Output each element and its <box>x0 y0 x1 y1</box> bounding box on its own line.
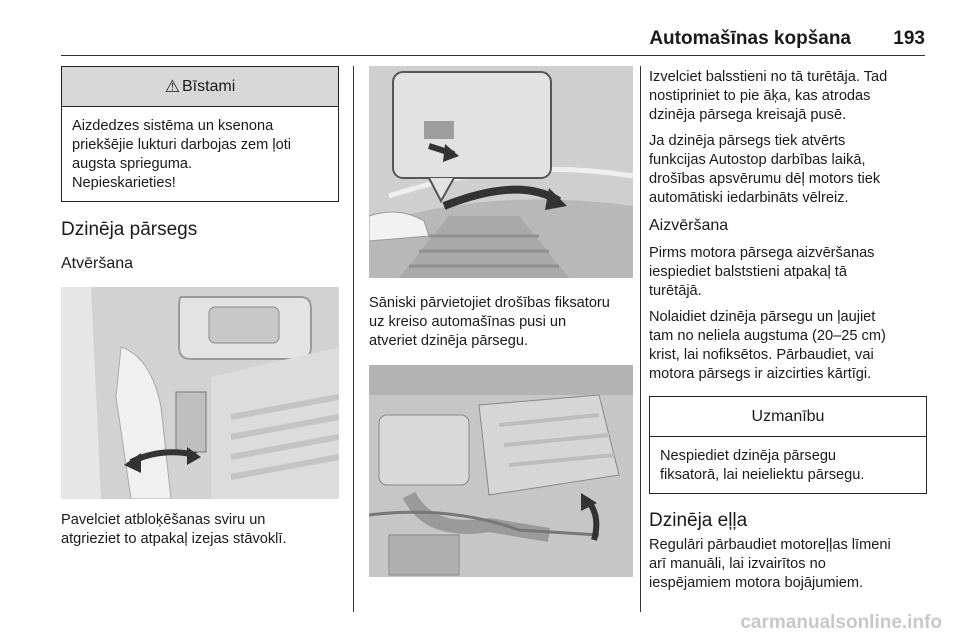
subsection-title-close: Aizvēršana <box>649 217 729 234</box>
caption-safety-catch: Sāniski pārvietojiet drošības fiksatoru uz kreiso automašīnas pusi un atveriet dzinēja pārsegu. <box>369 295 610 349</box>
column-1 <box>61 66 339 549</box>
illustration-engine-bay <box>369 365 633 577</box>
warning-triangle-icon: ⚠ <box>164 76 180 96</box>
subsection-title-open: Atvēršana <box>61 255 134 272</box>
paragraph-lower-hood: Nolaidiet dzinēja pārsegu un ļaujiet tam no neliela augstuma (20–25 cm) krist, lai nofiksētos. Pārbaudiet, vai motora pārsegs ir aizcirties kārtīgi. <box>649 309 886 382</box>
caution-box <box>649 396 927 494</box>
warning-box-header <box>62 67 338 107</box>
warning-line: Aizdedzes sistēma un ksenona <box>72 118 274 134</box>
caption-release-lever: Pavelciet atbloķēšanas sviru un atgrieziet to atpakaļ izejas stāvoklī. <box>61 512 287 547</box>
caution-line: fiksatorā, lai neieliektu pārsegu. <box>660 467 865 483</box>
caution-box-title: Uzmanību <box>751 407 825 425</box>
paragraph-autostop: Ja dzinēja pārsegs tiek atvērts funkcijas Autostop darbības laikā, drošības apsvērumu dēļ motors tiek automātiski iedarbināts vēlreiz. <box>649 133 881 206</box>
section-title-hood: Dzinēja pārsegs <box>61 219 198 240</box>
caution-box-header <box>650 397 926 437</box>
engine-bay-drawing <box>369 365 633 577</box>
release-lever-drawing <box>61 287 339 499</box>
warning-box <box>61 66 339 202</box>
warning-line: augsta sprieguma. <box>72 156 193 172</box>
column-2 <box>369 66 633 577</box>
page-number: 193 <box>893 28 925 49</box>
warning-line: Nepieskarieties! <box>72 175 176 191</box>
column-divider-1 <box>353 66 354 612</box>
caution-box-text <box>650 437 926 493</box>
section-title-oil: Dzinēja eļļa <box>649 510 748 531</box>
caution-line: Nespiediet dzinēja pārsegu <box>660 448 837 464</box>
warning-line: priekšējie lukturi darbojas zem ļoti <box>72 137 291 153</box>
column-3 <box>649 68 927 600</box>
watermark: carmanualsonline.info <box>740 612 942 633</box>
illustration-release-lever <box>61 287 339 499</box>
column-divider-2 <box>640 66 641 612</box>
safety-catch-drawing <box>369 66 633 278</box>
paragraph-oil: Regulāri pārbaudiet motoreļļas līmeni arī manuāli, lai izvairītos no iespējamiem motora bojājumiem. <box>649 537 891 591</box>
paragraph-close-rod: Pirms motora pārsega aizvēršanas iespiediet balststieni atpakaļ tā turētājā. <box>649 245 875 299</box>
page-header <box>61 22 925 56</box>
paragraph-prop-rod: Izvelciet balsstieni no tā turētāja. Tad nostipriniet to pie āķa, kas atrodas dzinēja pārsega kreisajā pusē. <box>649 69 888 123</box>
illustration-safety-catch <box>369 66 633 278</box>
header-title: Automašīnas kopšana <box>649 28 851 49</box>
warning-box-title: Bīstami <box>181 77 236 95</box>
warning-box-text <box>62 107 338 201</box>
